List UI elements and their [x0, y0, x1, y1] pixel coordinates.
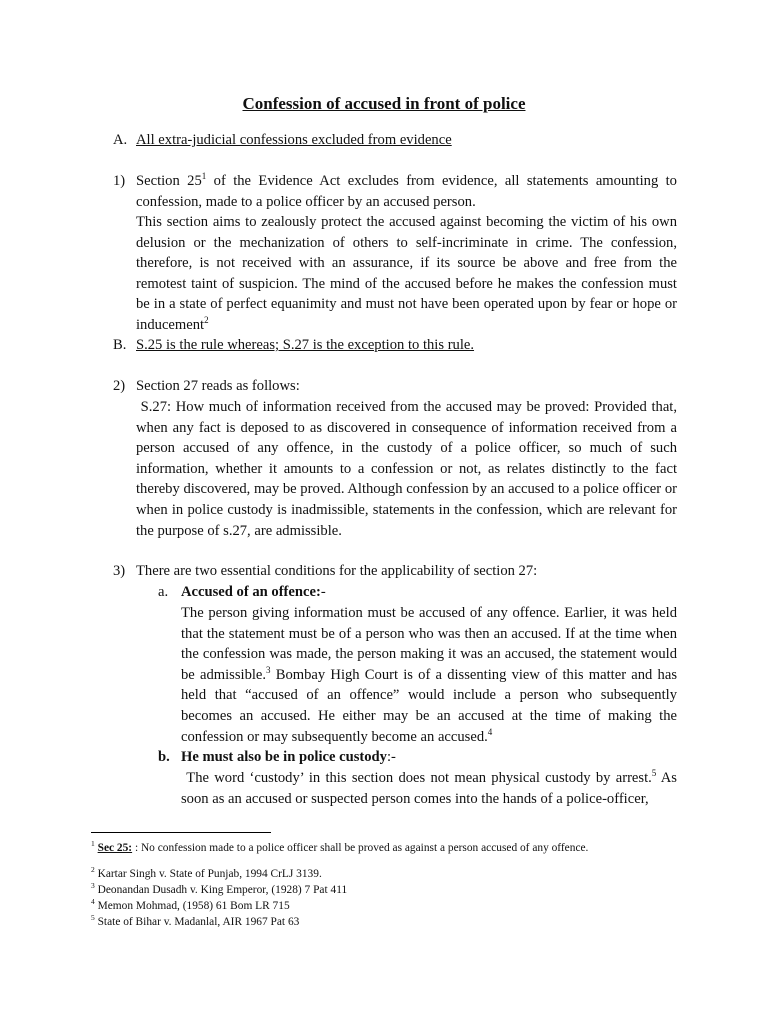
footnote-5-number: 5 — [91, 913, 95, 923]
item-1-explanation — [136, 212, 677, 336]
condition-a-heading-suffix: - — [320, 584, 326, 600]
item-1-number: 1) — [113, 173, 126, 189]
condition-b-text-1: The word ‘custody’ in this section does not mean physical custody by arrest. — [181, 770, 652, 786]
condition-a-text-1: The person giving information must be accused of any offence. Earlier, it was held that the statement must be of a person who was then an accused. If at the time when the confession was made, the person making it was an accused, the statement would be admissible. — [181, 605, 677, 683]
footnote-3-text: Deonandan Dusadh v. King Emperor, (1928) 7 Pat 411 — [94, 884, 348, 896]
condition-b-text — [181, 768, 681, 809]
footnote-4-text: Memon Mohmad, (1958) 61 Bom LR 715 — [94, 900, 290, 912]
footnote-1-label: Sec 25: — [97, 842, 133, 854]
condition-b-text-2: As soon as an accused or suspected person comes into the hands of a police-officer, — [181, 770, 681, 807]
condition-a-heading: Accused of an offence: — [181, 584, 321, 600]
footnote-1 — [91, 841, 588, 855]
footnote-5 — [91, 915, 299, 929]
footnote-3 — [91, 883, 347, 897]
footnote-divider — [91, 832, 271, 833]
condition-b-heading-line — [181, 747, 677, 768]
condition-b-label: b. — [158, 749, 170, 765]
footnote-ref-3: 3 — [266, 664, 271, 675]
item-1-explanation-text: This section aims to zealously protect the accused against becoming the victim of his own delusion or the mechanization of others to self-incriminate in crime. The confession, therefore, is not received with an assurance, if its source be above and free from the remotest taint of suspicion. The mind of the accused before he makes the confession must be in a state of perfect equanimity and must not have been operated upon by fear or hope or inducement — [136, 214, 677, 333]
condition-a-label: a. — [158, 584, 169, 600]
item-1-post: of the Evidence Act excludes from evidence, all statements amounting to confession, made to a police officer by an accused person. — [136, 173, 677, 210]
footnote-1-text: : No confession made to a police officer shall be proved as against a person accused of any offence. — [132, 842, 589, 854]
condition-b-heading: He must also be in police custody — [181, 749, 387, 765]
footnote-ref-5: 5 — [651, 768, 657, 779]
condition-a-text-2: Bombay High Court is of a dissenting view of this matter and has held that “accused of an offence” would include a person who subsequently becomes an accused. He either may be an accused at the time of making the confession or may subsequently become an accused. — [181, 666, 677, 745]
item-1-pre: Section 25 — [136, 173, 202, 189]
footnote-2-text: Kartar Singh v. State of Punjab, 1994 CrLJ 3139. — [94, 868, 322, 880]
footnote-ref-1: 1 — [201, 171, 207, 182]
item-1-paragraph — [136, 171, 677, 212]
section-b-label: B. — [113, 337, 127, 353]
item-2-quote: S.27: How much of information received from the accused may be proved: Provided that, when any fact is deposed to as discovered in consequence of information received from a person accused of any offence, in the custody of a police officer, so much of such information, whether it amounts to a confession or not, as relates distinctly to the fact thereby discovered, may be proved. Although confession by an accused to a police officer or when in police custody is inadmissible, statements in the confession, which are relevant for the purpose of s.27, are admissible. — [136, 399, 681, 539]
footnote-2 — [91, 867, 322, 881]
item-3-number: 3) — [113, 563, 126, 579]
footnote-5-text: State of Bihar v. Madanlal, AIR 1967 Pat 63 — [94, 916, 300, 928]
section-b-heading: S.25 is the rule whereas; S.27 is the exception to this rule. — [136, 337, 475, 353]
condition-a-heading-line — [181, 582, 677, 603]
item-2-number: 2) — [113, 378, 126, 394]
section-a-heading: All extra-judicial confessions excluded from evidence — [136, 132, 452, 148]
footnote-3-number: 3 — [91, 881, 95, 891]
footnote-4-number: 4 — [91, 897, 95, 907]
item-2-intro: Section 27 reads as follows: — [136, 378, 300, 394]
footnote-1-number: 1 — [91, 839, 95, 849]
condition-b-heading-suffix: :- — [386, 749, 396, 765]
condition-a-text — [181, 603, 677, 747]
footnote-2-number: 2 — [91, 865, 95, 875]
footnote-ref-2: 2 — [204, 315, 209, 326]
page-title: Confession of accused in front of police — [242, 94, 526, 113]
section-a-label: A. — [113, 132, 128, 148]
item-3-intro: There are two essential conditions for the applicability of section 27: — [136, 563, 538, 579]
footnote-4 — [91, 899, 290, 913]
footnote-ref-4: 4 — [487, 726, 493, 737]
